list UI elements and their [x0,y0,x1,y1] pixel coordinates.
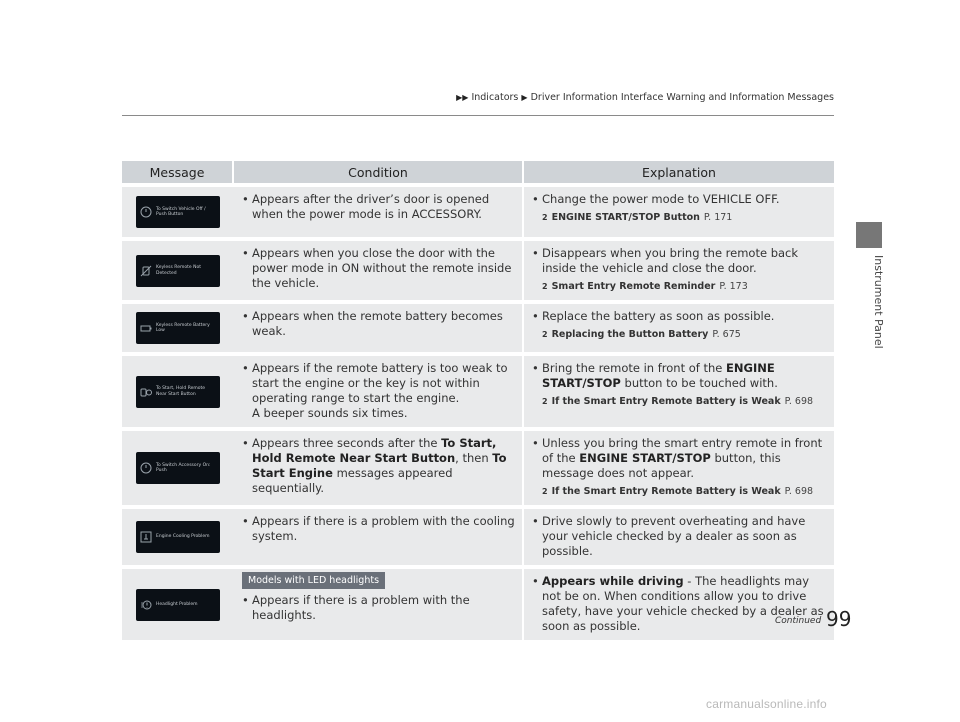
message-screen [136,521,220,553]
reference-title: ENGINE START/STOP Button [551,212,700,223]
reference-page: P. 173 [719,281,748,292]
condition-cell: • Appears if the remote battery is too weak to start the engine or the key is not within operating range to start the engine. A beeper sounds six times. [234,356,524,427]
reference-page: P. 698 [784,486,814,497]
explanation-text: Drive slowly to prevent overheating and have your vehicle checked by a dealer as soon as possible. [542,514,806,558]
page-reference[interactable] [542,484,828,499]
arrow-icon: ▶ [521,93,528,102]
double-arrow-icon: ▶▶ [456,93,469,102]
reference-title: If the Smart Entry Remote Battery is Weak [551,486,781,497]
page-reference[interactable] [542,394,828,409]
page-reference[interactable] [542,210,828,225]
screen-text: Headlight Problem [156,601,198,607]
condition-text-mid: , then [455,451,493,465]
reference-title: If the Smart Entry Remote Battery is Weak [551,396,781,407]
breadcrumb-part2: Driver Information Interface Warning and Information Messages [530,92,834,103]
explanation-cell: • Replace the battery as soon as possible. 2 Replacing the Button Battery P. 675 [524,304,834,352]
message-cell [122,509,234,565]
explanation-cell: • Disappears when you bring the remote back inside the vehicle and close the door. 2 Smart Entry Remote Reminder P. 173 [524,241,834,300]
table-row [122,187,834,237]
condition-text-post: messages appeared sequentially. [252,466,453,495]
explanation-bold: ENGINE START/STOP [579,451,711,465]
header-divider [122,115,834,116]
screen-text: To Start, Hold Remote Near Start Button [156,386,206,397]
condition-cell: • Appears after the driver’s door is opened when the power mode is in ACCESSORY. [234,187,524,237]
engine-coolant-icon [140,531,152,543]
message-cell [122,304,234,352]
reference-arrow-icon: 2 [542,487,548,496]
screen-text: Engine Cooling Problem [156,534,210,540]
condition-text-2: A beeper sounds six times. [252,406,408,420]
reference-page: P. 171 [703,212,733,223]
header-explanation: Explanation [524,161,834,183]
model-badge: Models with LED headlights [242,572,385,589]
condition-cell: • Appears if there is a problem with the cooling system. [234,509,524,565]
explanation-cell: • Drive slowly to prevent overheating and have your vehicle checked by a dealer as soon as possible. [524,509,834,565]
section-side-label: Instrument Panel [872,255,885,349]
page-reference[interactable] [542,327,828,342]
message-screen [136,589,220,621]
condition-cell: • Appears when you close the door with the power mode in ON without the remote inside the vehicle. [234,241,524,300]
screen-text: To Switch Accessory On: Push [156,462,211,473]
message-screen [136,452,220,484]
remote-battery-icon [140,322,152,334]
section-tab-marker [856,222,882,248]
condition-text: Appears three seconds after the [252,436,442,450]
headlight-warning-icon [140,599,152,611]
message-screen [136,255,220,287]
screen-text: Keyless Remote Battery Low [156,322,210,333]
message-screen [136,196,220,228]
watermark: carmanualsonline.info [706,697,827,711]
explanation-cell: • Unless you bring the smart entry remote in front of the ENGINE START/STOP button, this message does not appear. 2 If the Smart Entry Remote Battery is Weak P. 698 [524,431,834,505]
condition-cell: • Appears when the remote battery becomes weak. [234,304,524,352]
explanation-text: Change the power mode to VEHICLE OFF. [542,192,780,206]
condition-bold-2: To Start Engine [252,451,507,480]
explanation-text: Bring the remote in front of the [542,361,727,375]
screen-text: Keyless Remote Not Detected [156,265,201,276]
message-screen [136,312,220,344]
table-row [122,431,834,505]
explanation-cell: • Change the power mode to VEHICLE OFF. 2 ENGINE START/STOP Button P. 171 [524,187,834,237]
screen-text: To Switch Vehicle Off / Push Button [156,206,206,217]
explanation-bold: Appears while driving [542,574,684,588]
table-row [122,356,834,427]
condition-text: Appears if there is a problem with the cooling system. [252,514,515,543]
breadcrumb-part1: Indicators [471,92,519,103]
reference-page: P. 698 [784,396,814,407]
reference-arrow-icon: 2 [542,330,548,339]
messages-table [122,157,834,644]
explanation-cell: • Appears while driving - The headlights may not be on. When conditions allow you to drive safety, have your vehicle checked by a dealer as soon as possible. [524,569,834,640]
reference-title: Replacing the Button Battery [551,329,709,340]
table-row [122,569,834,640]
page-number: 99 [826,607,852,631]
power-button-icon [140,206,152,218]
power-button-icon [140,462,152,474]
remote-near-start-icon [140,386,152,398]
condition-text: Appears if the remote battery is too weak to start the engine or the key is not within operating range to start the engine. [252,361,508,405]
condition-text: Appears after the driver’s door is opened when the power mode is in ACCESSORY. [252,192,490,221]
explanation-text-post: - The headlights may not be on. When conditions allow you to drive safety, have your vehicle checked by a dealer as soon as possible. [542,574,824,633]
message-cell [122,569,234,640]
explanation-text: Disappears when you bring the remote back inside the vehicle and close the door. [542,246,799,275]
explanation-bold: ENGINE START/STOP [542,361,775,390]
condition-text: Appears when the remote battery becomes weak. [252,309,503,338]
reference-title: Smart Entry Remote Reminder [551,281,716,292]
header-message: Message [122,161,234,183]
condition-bold-1: To Start, Hold Remote Near Start Button [252,436,497,465]
reference-page: P. 675 [712,329,741,340]
explanation-text-post: button to be touched with. [620,376,778,390]
message-cell [122,241,234,300]
message-cell [122,187,234,237]
page-reference[interactable] [542,279,828,294]
remote-not-detected-icon [140,265,152,277]
explanation-text: Replace the battery as soon as possible. [542,309,775,323]
continued-label: Continued [775,616,822,626]
condition-text: Appears when you close the door with the power mode in ON without the remote inside the vehicle. [252,246,512,290]
header-condition: Condition [234,161,524,183]
condition-cell: Models with LED headlights • Appears if there is a problem with the headlights. [234,569,524,640]
condition-cell: • Appears three seconds after the To Start, Hold Remote Near Start Button, then To Start Engine messages appeared sequentially. [234,431,524,505]
reference-arrow-icon: 2 [542,397,548,406]
message-screen [136,376,220,408]
message-cell [122,431,234,505]
condition-text: Appears if there is a problem with the headlights. [252,593,470,622]
table-row [122,241,834,300]
table-row [122,304,834,352]
breadcrumb [452,92,834,103]
reference-arrow-icon: 2 [542,282,548,291]
explanation-cell: • Bring the remote in front of the ENGINE START/STOP button to be touched with. 2 If the Smart Entry Remote Battery is Weak P. 698 [524,356,834,427]
table-header-row [122,161,834,183]
reference-arrow-icon: 2 [542,213,548,222]
message-cell [122,356,234,427]
table-row [122,509,834,565]
explanation-text: Unless you bring the smart entry remote in front of the [542,436,823,465]
explanation-text-post: button, this message does not appear. [542,451,781,480]
